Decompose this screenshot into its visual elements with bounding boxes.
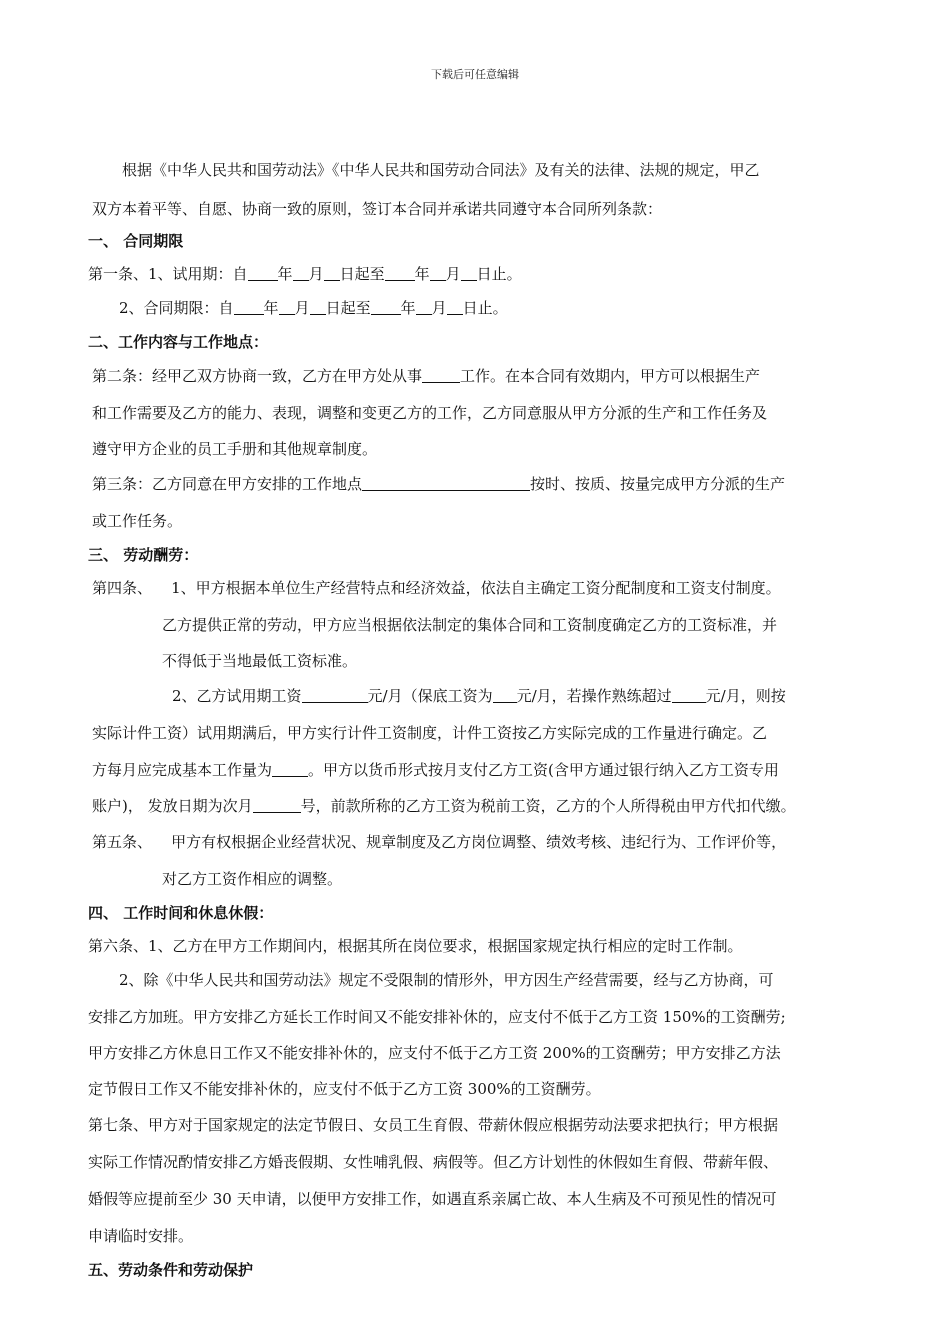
article-1-probation: 第一条、1、试用期：自 年 月 日起至 年 月 日止。: [88, 265, 522, 283]
article-6-line-1: 第六条、1、乙方在甲方工作期间内，根据其所在岗位要求，根据国家规定执行相应的定时工作制。: [88, 937, 743, 955]
article-2-line-2: 和工作需要及乙方的能力、表现，调整和变更乙方的工作，乙方同意服从甲方分派的生产和工作任务及: [92, 404, 768, 422]
article-7-line-2: 实际工作情况酌情安排乙方婚丧假期、女性哺乳假、病假等。但乙方计划性的休假如生育假、带薪年假、: [88, 1153, 779, 1171]
section-2-title: 二、工作内容与工作地点：: [88, 333, 269, 351]
article-7-line-3: 婚假等应提前至少 30 天申请，以便甲方安排工作，如遇直系亲属亡故、本人生病及不可预见性的情况可: [88, 1190, 777, 1208]
article-6-line-3: 安排乙方加班。甲方安排乙方延长工作时间又不能安排补休的，应支付不低于乙方工资 150%的工资酬劳;: [88, 1008, 786, 1026]
article-6-line-4: 甲方安排乙方休息日工作又不能安排补休的，应支付不低于乙方工资 200%的工资酬劳；甲方安排乙方法: [88, 1044, 781, 1062]
article-3-line-2: 或工作任务。: [92, 512, 183, 530]
article-7-line-1: 第七条、甲方对于国家规定的法定节假日、女员工生育假、带薪休假应根据劳动法要求把执行；甲方根据: [88, 1116, 779, 1134]
preamble-line-2: 双方本着平等、自愿、协商一致的原则，签订本合同并承诺共同遵守本合同所列条款：: [92, 200, 663, 218]
article-4-line-5: 实际计件工资）试用期满后，甲方实行计件工资制度，计件工资按乙方实际完成的工作量进行确定。乙: [92, 724, 768, 742]
article-5-line-2: 对乙方工资作相应的调整。: [162, 870, 343, 888]
section-4-title: 四、 工作时间和休息休假：: [88, 904, 274, 922]
preamble-line-1: 根据《中华人民共和国劳动法》《中华人民共和国劳动合同法》及有关的法律、法规的规定，甲乙: [122, 161, 760, 179]
page-header: 下载后可任意编辑: [431, 68, 519, 81]
article-4-line-1: 第四条、 1、甲方根据本单位生产经营特点和经济效益，依法自主确定工资分配制度和工资支付制度。: [92, 579, 781, 597]
article-3-line-1: 第三条：乙方同意在甲方安排的工作地点 按时、按质、按量完成甲方分派的生产: [92, 475, 786, 493]
article-6-line-5: 定节假日工作又不能安排补休的，应支付不低于乙方工资 300%的工资酬劳。: [88, 1080, 601, 1098]
article-4-line-2: 乙方提供正常的劳动，甲方应当根据依法制定的集体合同和工资制度确定乙方的工资标准，并: [162, 616, 778, 634]
article-2-line-1: 第二条：经甲乙双方协商一致，乙方在甲方处从事 工作。在本合同有效期内，甲方可以根据生产: [92, 367, 761, 385]
section-1-title: 一、 合同期限: [88, 232, 184, 250]
article-4-line-6: 方每月应完成基本工作量为 。甲方以货币形式按月支付乙方工资(含甲方通过银行纳入乙方工资专用: [92, 761, 779, 779]
article-7-line-4: 申请临时安排。: [88, 1227, 194, 1245]
article-2-line-3: 遵守甲方企业的员工手册和其他规章制度。: [92, 440, 378, 458]
article-4-line-4: 2、乙方试用期工资 元/月（保底工资为 元/月，若操作熟练超过 元/月，则按: [172, 687, 786, 705]
article-4-line-7: 账户)， 发放日期为次月 号，前款所称的乙方工资为税前工资，乙方的个人所得税由甲方代扣代缴。: [92, 797, 796, 815]
article-6-line-2: 2、除《中华人民共和国劳动法》规定不受限制的情形外，甲方因生产经营需要，经与乙方协商，可: [119, 971, 774, 989]
article-5-line-1: 第五条、 甲方有权根据企业经营状况、规章制度及乙方岗位调整、绩效考核、违纪行为、工作评价等，: [92, 833, 787, 851]
article-4-line-3: 不得低于当地最低工资标准。: [162, 652, 358, 670]
section-5-title: 五、劳动条件和劳动保护: [88, 1261, 254, 1279]
article-1-term: 2、合同期限：自 年 月 日起至 年 月 日止。: [119, 299, 508, 317]
section-3-title: 三、 劳动酬劳：: [88, 546, 199, 564]
